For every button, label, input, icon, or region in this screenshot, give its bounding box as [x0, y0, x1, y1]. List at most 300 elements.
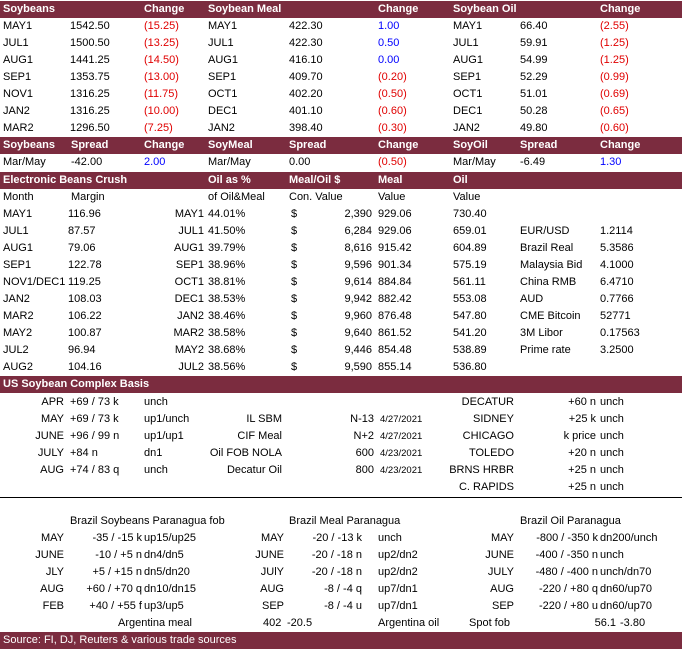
basis-item-label: IL SBM	[246, 413, 282, 425]
oil-month: AUG1	[453, 54, 483, 66]
spread-change: 2.00	[144, 156, 166, 168]
header-meal-oil: Meal/Oil $	[289, 174, 341, 186]
brazil-oil-change: unch	[600, 549, 624, 561]
basis-row	[0, 411, 682, 428]
crush-oil-value: 604.89	[453, 242, 487, 254]
brazil-meal-change: up7/dn1	[378, 583, 418, 595]
brazil-meal-basis: -20 / -18 n	[311, 549, 362, 561]
oil-month: JUL1	[453, 37, 479, 49]
header-soybean-oil: Soybean Oil	[453, 3, 517, 15]
crush-month: JAN2	[3, 293, 30, 305]
crush-con-value: 9,446	[344, 344, 372, 356]
basis-month: JULY	[37, 447, 64, 459]
footer-source: Source: FI, DJ, Reuters & various trade sources	[3, 634, 237, 646]
crush-oil-month: MAR2	[173, 327, 204, 339]
crush-con-value: 8,616	[344, 242, 372, 254]
dollar-sign: $	[291, 242, 298, 254]
spread-label: Mar/May	[208, 156, 251, 168]
market-value: 3.2500	[600, 344, 634, 356]
basis-item-label: Oil FOB NOLA	[209, 447, 282, 459]
argentina-oil-label: Argentina oil	[378, 617, 440, 629]
crush-oil-month: JUL2	[178, 361, 204, 373]
brazil-meal-basis: -20 / -13 k	[312, 532, 362, 544]
brazil-soy-month: JUNE	[35, 549, 64, 561]
crush-subheader-row	[0, 189, 682, 206]
brazil-meal-change: up2/dn2	[378, 566, 418, 578]
soybean-month: MAR2	[3, 122, 34, 134]
brazil-soy-basis: +5 / +15 n	[92, 566, 142, 578]
futures-row	[0, 69, 682, 86]
brazil-oil-basis: -220 / +80 q	[538, 583, 598, 595]
spread-change: 1.30	[600, 156, 622, 168]
meal-change: (0.50)	[378, 88, 407, 100]
oil-change: (0.65)	[600, 105, 629, 117]
spread-value: -42.00	[71, 156, 103, 168]
crush-con-value: 9,596	[344, 259, 372, 271]
spot-fob-label: Spot fob	[469, 617, 510, 629]
crush-meal-value: 929.06	[378, 225, 412, 237]
header-brazil-soybeans: Brazil Soybeans Paranagua fob	[70, 515, 225, 527]
oil-month: DEC1	[453, 105, 483, 117]
header-change: Change	[600, 3, 641, 15]
basis-location-value: +25 k	[568, 413, 596, 425]
soybean-change: (15.25)	[144, 20, 179, 32]
market-value: 0.17563	[600, 327, 640, 339]
futures-row	[0, 52, 682, 69]
header-spread: Spread	[289, 139, 327, 151]
header-soymeal: SoyMeal	[208, 139, 253, 151]
brazil-meal-change: up2/dn2	[378, 549, 418, 561]
market-value: 6.4710	[600, 276, 634, 288]
basis-item-value: 600	[355, 447, 374, 459]
argentina-meal-change: -20.5	[287, 617, 313, 629]
crush-oil-month: OCT1	[174, 276, 204, 288]
basis-item-date: 4/27/2021	[380, 431, 423, 442]
basis-month	[0, 479, 64, 496]
dollar-sign: $	[291, 259, 298, 271]
meal-month: SEP1	[208, 71, 237, 83]
brazil-meal-month: JUlY	[260, 566, 284, 578]
basis-item-value: N-13	[350, 413, 374, 425]
brazil-soy-change: up15/up25	[144, 532, 196, 544]
soybean-change: (13.00)	[144, 71, 179, 83]
brazil-meal-month: JUNE	[255, 549, 284, 561]
basis-change: unch	[144, 464, 168, 476]
meal-change: (0.60)	[378, 105, 407, 117]
header-change: Change	[378, 3, 419, 15]
header-oil-pct: Oil as %	[208, 174, 251, 186]
subheader-oil-meal: of Oil&Meal	[208, 191, 265, 203]
dollar-sign: $	[291, 276, 298, 288]
brazil-oil-change: dn60/up70	[600, 600, 652, 612]
meal-change: (0.20)	[378, 71, 407, 83]
crush-margin: 116.96	[68, 208, 101, 220]
meal-change: (0.30)	[378, 122, 407, 134]
soybean-change: (11.75)	[144, 88, 179, 100]
basis-location: C. RAPIDS	[458, 481, 514, 493]
basis-item-date: 4/27/2021	[380, 414, 423, 425]
brazil-row	[0, 564, 682, 581]
brazil-soy-month: JLY	[45, 566, 64, 578]
meal-price: 398.40	[289, 122, 323, 134]
header-spread: Spread	[520, 139, 558, 151]
market-value: 52771	[600, 310, 631, 322]
header-oil: Oil	[453, 174, 468, 186]
oil-month: SEP1	[453, 71, 482, 83]
crush-row	[0, 257, 682, 274]
dollar-sign: $	[291, 310, 298, 322]
basis-location-change: unch	[600, 464, 624, 476]
brazil-oil-month: JUNE	[485, 549, 514, 561]
brazil-meal-month: SEP	[261, 600, 284, 612]
market-value: 1.2114	[600, 225, 633, 237]
soybean-price: 1316.25	[70, 105, 110, 117]
basis-item-label: Decatur Oil	[226, 464, 282, 476]
market-value: 0.7766	[600, 293, 634, 305]
subheader-value: Value	[378, 191, 406, 203]
meal-month: AUG1	[208, 54, 238, 66]
soybean-change: (13.25)	[144, 37, 179, 49]
oil-price: 66.40	[520, 20, 548, 32]
oil-change: (0.99)	[600, 71, 629, 83]
crush-row	[0, 223, 682, 240]
crush-margin: 96.94	[68, 344, 96, 356]
basis-item-value	[300, 479, 374, 496]
oil-price: 59.91	[520, 37, 548, 49]
crush-oil-value: 547.80	[453, 310, 487, 322]
soybean-month: AUG1	[3, 54, 33, 66]
meal-price: 409.70	[289, 71, 323, 83]
header-soybeans: Soybeans	[3, 139, 55, 151]
spread-change: (0.50)	[378, 156, 407, 168]
crush-oil-month: MAY2	[174, 344, 204, 356]
dollar-sign: $	[291, 225, 298, 237]
brazil-row	[0, 547, 682, 564]
brazil-meal-basis: -8 / -4 q	[324, 583, 362, 595]
crush-meal-value: 901.34	[378, 259, 412, 271]
dollar-sign: $	[291, 327, 298, 339]
soybean-change: (14.50)	[144, 54, 179, 66]
crush-row	[0, 274, 682, 291]
crush-meal-value: 929.06	[378, 208, 412, 220]
basis-row	[0, 428, 682, 445]
meal-month: MAY1	[208, 20, 238, 32]
crush-month: SEP1	[3, 259, 32, 271]
basis-row	[0, 462, 682, 479]
basis-change: up1/up1	[144, 430, 184, 442]
oil-change: (2.55)	[600, 20, 629, 32]
spread-value: -6.49	[520, 156, 546, 168]
oil-change: (1.25)	[600, 54, 629, 66]
brazil-header-row	[0, 513, 682, 530]
market-label: 3M Libor	[520, 327, 563, 339]
dollar-sign: $	[291, 208, 298, 220]
brazil-soy-basis: -35 / -15 k	[92, 532, 142, 544]
market-label: EUR/USD	[520, 225, 570, 237]
crush-oil-month: DEC1	[174, 293, 204, 305]
brazil-oil-basis: -220 / +80 u	[538, 600, 598, 612]
oil-month: JAN2	[453, 122, 480, 134]
basis-row	[0, 479, 682, 496]
crush-oil-pct: 41.50%	[208, 225, 246, 237]
footer-row	[0, 632, 682, 649]
crush-oil-pct: 39.79%	[208, 242, 246, 254]
crush-con-value: 9,960	[344, 310, 372, 322]
crush-con-value: 6,284	[344, 225, 372, 237]
spreads-row	[0, 154, 682, 171]
crush-oil-value: 575.19	[453, 259, 487, 271]
crush-meal-value: 884.84	[378, 276, 412, 288]
basis-location: DECATUR	[461, 396, 514, 408]
soybean-change: (10.00)	[144, 105, 179, 117]
header-crush: Electronic Beans Crush	[3, 174, 128, 186]
crush-oil-pct: 38.81%	[208, 276, 246, 288]
crush-oil-value: 553.08	[453, 293, 487, 305]
meal-month: DEC1	[208, 105, 238, 117]
soybean-price: 1500.50	[70, 37, 110, 49]
brazil-soy-change: dn10/dn15	[144, 583, 196, 595]
basis-location: BRNS HRBR	[449, 464, 514, 476]
header-change: Change	[378, 139, 419, 151]
brazil-oil-change: unch/dn70	[600, 566, 652, 578]
basis-location-change: unch	[600, 430, 624, 442]
crush-oil-pct: 44.01%	[208, 208, 246, 220]
crush-oil-pct: 38.56%	[208, 361, 246, 373]
dollar-sign: $	[291, 344, 298, 356]
futures-row	[0, 18, 682, 35]
market-label: CME Bitcoin	[520, 310, 581, 322]
basis-month: APR	[41, 396, 64, 408]
basis-location-change: unch	[600, 481, 624, 493]
meal-month: JAN2	[208, 122, 235, 134]
crush-oil-pct: 38.46%	[208, 310, 246, 322]
argentina-meal-value: 402	[263, 617, 282, 629]
basis-month: MAY	[40, 413, 64, 425]
crush-oil-month: SEP1	[175, 259, 204, 271]
crush-month: JUL1	[3, 225, 29, 237]
basis-location-value: +20 n	[568, 447, 596, 459]
basis-value: +74 / 83 q	[70, 464, 120, 476]
basis-value: +84 n	[70, 447, 98, 459]
basis-location-value: +25 n	[568, 464, 596, 476]
futures-header-row	[0, 1, 682, 18]
argentina-oil-value: 56.1	[594, 617, 616, 629]
crush-oil-month: MAY1	[174, 208, 204, 220]
meal-price: 416.10	[289, 54, 323, 66]
brazil-oil-month: JULY	[487, 566, 514, 578]
dollar-sign: $	[291, 293, 298, 305]
soybean-price: 1296.50	[70, 122, 110, 134]
meal-month: OCT1	[208, 88, 238, 100]
basis-location-change: unch	[600, 413, 624, 425]
soybean-month: NOV1	[3, 88, 33, 100]
crush-oil-month: JUL1	[178, 225, 204, 237]
spread-label: Mar/May	[3, 156, 46, 168]
brazil-row	[0, 581, 682, 598]
crush-month: NOV1/DEC1	[3, 276, 66, 288]
brazil-oil-change: dn60/up70	[600, 583, 652, 595]
basis-location-value: +60 n	[568, 396, 596, 408]
crush-oil-value: 536.80	[453, 361, 487, 373]
brazil-oil-basis: -400 / -350 n	[535, 549, 598, 561]
oil-month: OCT1	[453, 88, 483, 100]
crush-header-row	[0, 172, 682, 189]
crush-con-value: 9,614	[344, 276, 372, 288]
crush-con-value: 2,390	[344, 208, 372, 220]
spreads-header-row	[0, 137, 682, 154]
meal-change: 0.00	[378, 54, 400, 66]
oil-change: (0.69)	[600, 88, 629, 100]
soybean-change: (7.25)	[144, 122, 173, 134]
basis-location: SIDNEY	[473, 413, 514, 425]
oil-price: 49.80	[520, 122, 548, 134]
oil-change: (1.25)	[600, 37, 629, 49]
crush-meal-value: 882.42	[378, 293, 412, 305]
basis-header-row	[0, 376, 682, 393]
soybean-price: 1542.50	[70, 20, 110, 32]
market-value: 4.1000	[600, 259, 634, 271]
soybean-price: 1441.25	[70, 54, 110, 66]
subheader-value: Value	[453, 191, 481, 203]
brazil-meal-change: up7/dn1	[378, 600, 418, 612]
header-soyoil: SoyOil	[453, 139, 488, 151]
crush-meal-value: 876.48	[378, 310, 412, 322]
basis-item-value: 800	[355, 464, 374, 476]
oil-change: (0.60)	[600, 122, 629, 134]
oil-month: MAY1	[453, 20, 483, 32]
basis-divider	[0, 497, 682, 498]
brazil-meal-basis: -8 / -4 u	[324, 600, 362, 612]
futures-row	[0, 120, 682, 137]
crush-month: MAY1	[3, 208, 33, 220]
crush-oil-value: 561.11	[453, 276, 486, 288]
crush-oil-pct: 38.96%	[208, 259, 246, 271]
basis-value: +69 / 73 k	[70, 396, 119, 408]
meal-change: 0.50	[378, 37, 400, 49]
basis-change: unch	[144, 396, 168, 408]
brazil-meal-change: unch	[378, 532, 402, 544]
futures-row	[0, 35, 682, 52]
crush-oil-value: 659.01	[453, 225, 487, 237]
basis-item-label	[200, 394, 282, 411]
argentina-row	[0, 615, 682, 632]
meal-price: 422.30	[289, 20, 323, 32]
brazil-soy-change: dn5/dn20	[144, 566, 190, 578]
crush-row	[0, 308, 682, 325]
crush-margin: 104.16	[68, 361, 102, 373]
basis-location: TOLEDO	[468, 447, 514, 459]
basis-location-value: +25 n	[568, 481, 596, 493]
crush-margin: 108.03	[68, 293, 102, 305]
oil-price: 51.01	[520, 88, 548, 100]
crush-oil-pct: 38.68%	[208, 344, 246, 356]
basis-item-date: 4/23/2021	[380, 465, 423, 476]
soybean-price: 1316.25	[70, 88, 110, 100]
brazil-soy-change: up3/up5	[144, 600, 184, 612]
crush-row	[0, 291, 682, 308]
brazil-soy-change: dn4/dn5	[144, 549, 184, 561]
crush-oil-pct: 38.53%	[208, 293, 246, 305]
crush-meal-value: 915.42	[378, 242, 412, 254]
basis-row	[0, 394, 682, 411]
subheader-margin: Margin	[71, 191, 105, 203]
crush-month: AUG2	[3, 361, 33, 373]
crush-month: AUG1	[3, 242, 33, 254]
brazil-oil-change: dn200/unch	[600, 532, 658, 544]
crush-oil-pct: 38.58%	[208, 327, 246, 339]
brazil-oil-month: AUG	[490, 583, 514, 595]
crush-row	[0, 206, 682, 223]
basis-item-date: 4/23/2021	[380, 448, 423, 459]
brazil-soy-basis: +40 / +55 f	[89, 600, 142, 612]
soybean-month: JAN2	[3, 105, 30, 117]
brazil-meal-month: MAY	[260, 532, 284, 544]
basis-item-label: CIF Meal	[237, 430, 282, 442]
brazil-meal-month: AUG	[260, 583, 284, 595]
header-change: Change	[144, 139, 185, 151]
header-soybean-meal: Soybean Meal	[208, 3, 282, 15]
meal-change: 1.00	[378, 20, 400, 32]
brazil-oil-month: MAY	[490, 532, 514, 544]
basis-location-change: unch	[600, 447, 624, 459]
basis-row	[0, 445, 682, 462]
futures-row	[0, 103, 682, 120]
soybean-month: MAY1	[3, 20, 33, 32]
basis-month: AUG	[40, 464, 64, 476]
basis-item-value	[300, 394, 374, 411]
crush-month: MAY2	[3, 327, 33, 339]
basis-value: +96 / 99 n	[70, 430, 120, 442]
basis-location: CHICAGO	[462, 430, 514, 442]
brazil-soy-basis: +60 / +70 q	[86, 583, 142, 595]
brazil-soy-month: AUG	[40, 583, 64, 595]
crush-month: JUL2	[3, 344, 29, 356]
oil-price: 54.99	[520, 54, 548, 66]
crush-row	[0, 359, 682, 376]
header-brazil-oil: Brazil Oil Paranagua	[520, 515, 621, 527]
crush-row	[0, 240, 682, 257]
market-label: AUD	[520, 293, 544, 305]
basis-item-label	[200, 479, 282, 496]
crush-margin: 122.78	[68, 259, 102, 271]
spread-label: Mar/May	[453, 156, 496, 168]
basis-item-value: N+2	[353, 430, 374, 442]
subheader-con-value: Con. Value	[289, 191, 343, 203]
crush-con-value: 9,590	[344, 361, 372, 373]
soybean-price: 1353.75	[70, 71, 110, 83]
brazil-row	[0, 530, 682, 547]
header-soybeans: Soybeans	[3, 3, 55, 15]
crush-margin: 100.87	[68, 327, 102, 339]
crush-con-value: 9,640	[344, 327, 372, 339]
brazil-oil-basis: -800 / -350 k	[536, 532, 598, 544]
basis-location-change: unch	[600, 396, 624, 408]
brazil-soy-month: FEB	[42, 600, 64, 612]
subheader-month: Month	[3, 191, 34, 203]
crush-meal-value: 861.52	[378, 327, 412, 339]
crush-row	[0, 342, 682, 359]
market-value: 5.3586	[600, 242, 634, 254]
crush-margin: 119.25	[68, 276, 101, 288]
brazil-row	[0, 598, 682, 615]
oil-price: 50.28	[520, 105, 548, 117]
brazil-soy-basis: -10 / +5 n	[95, 549, 142, 561]
meal-price: 402.20	[289, 88, 323, 100]
crush-margin: 106.22	[68, 310, 102, 322]
market-label: Brazil Real	[520, 242, 574, 254]
basis-title: US Soybean Complex Basis	[3, 378, 150, 390]
crush-con-value: 9,942	[344, 293, 372, 305]
